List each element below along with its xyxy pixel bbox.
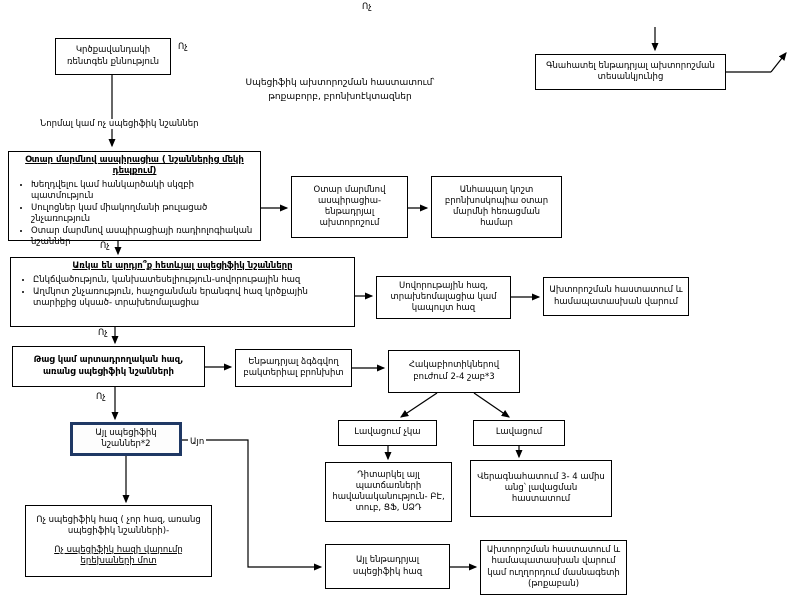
specific-signs-bullet-1: • Ընկճվածություն, կանխատեսելիություն-սովորութային հազ xyxy=(33,275,347,286)
node-evaluate-presumed-text: Գնահատել ենթադրյալ ախտորոշման տեսանկյունից xyxy=(546,60,715,82)
foreign-body-bullet-2: • Սուլոցներ կամ միակողմանի թուլացած շնչառություն xyxy=(31,203,253,225)
node-chest-xray-text: Կրծքավանդակի ռենտգեն քննություն xyxy=(67,45,159,67)
foreign-body-bullet-3: • Օտար մարմնով ասպիրացիայի ռադիոլոգիական նշաններ xyxy=(31,226,253,248)
node-no-improvement-text: Լավացում չկա xyxy=(354,427,421,438)
node-other-presumed-specific-cough-text: Այլ ենթադրյալ սպեցիֆիկ հազ xyxy=(352,555,423,577)
node-other-specific-signs xyxy=(70,422,182,456)
node-habit-cough xyxy=(376,276,511,319)
foreign-body-bullet-1: • Խեղդվելու կամ հանկարծակի սկզբի պատմություն xyxy=(31,180,253,202)
node-nonspecific-cough-line2: Ոչ սպեցիֆիկ հազի վարումը երեխաների մոտ xyxy=(54,545,183,567)
normal-signs-label: Նորմալ կամ ոչ սպեցիֆիկ նշաններ xyxy=(40,119,199,129)
yes-label-other: Այո xyxy=(190,437,205,447)
node-dx-management-text: Ախտորոշման հաստատում և համապատասխան վարում xyxy=(549,285,683,307)
node-specific-signs-title: Առկա են արդյո՞ք հետևյալ սպեցիֆիկ նշանները xyxy=(72,261,293,271)
node-antibiotic-treatment xyxy=(388,350,520,393)
node-improvement xyxy=(473,420,565,446)
node-dx-management xyxy=(543,277,689,316)
node-improvement-text: Լավացում xyxy=(495,427,543,438)
node-consider-other-causes xyxy=(325,462,452,522)
node-nonspecific-cough xyxy=(25,505,212,577)
node-other-presumed-specific-cough xyxy=(325,544,450,589)
node-reassessment xyxy=(470,460,612,517)
node-specific-signs-question xyxy=(10,257,355,327)
node-rigid-bronchoscopy xyxy=(431,176,562,238)
node-other-specific-signs-text: Այլ սպեցիֆիկ նշաններ*2 xyxy=(95,427,157,449)
node-dx-or-referral xyxy=(480,540,627,595)
node-evaluate-presumed xyxy=(535,54,726,90)
node-wet-cough-text: Թաց կամ արտադրողական հազ, առանց սպեցիֆիկ նշանների xyxy=(33,355,184,377)
node-fb-presumed-dx xyxy=(291,176,408,238)
node-foreign-body-bullets xyxy=(31,180,253,248)
node-dx-or-referral-text: Ախտորոշման հաստատում և համապատասխան վարում կամ ուղղորդում մասնագետի (թոքաբան) xyxy=(486,545,621,589)
node-antibiotic-treatment-text: Հակաբիոտիկներով բուժում 2-4 շաբ*3 xyxy=(408,360,500,382)
node-fb-presumed-dx-text: Օտար մարմնով ասպիրացիա- ենթադրյալ ախտորոշում xyxy=(313,184,386,229)
node-protracted-bronchitis xyxy=(235,349,352,387)
node-no-improvement xyxy=(338,420,437,446)
node-habit-cough-text: Սովորութային հազ, տրախեոմալացիա կամ կապույտ հազ xyxy=(390,280,497,314)
specific-dx-note xyxy=(240,77,440,104)
node-reassessment-text: Վերագնահատում 3- 4 ամիս անց՝ լավացման հաստատում xyxy=(477,471,605,505)
no-label-fb: Ոչ xyxy=(100,241,110,251)
node-foreign-body-title: Օտար մարմնով ասպիրացիա ( նշաններից մեկի դեպքում) xyxy=(25,155,244,177)
node-rigid-bronchoscopy-text: Անհապաղ կոշտ բրոնխոսկոպիա օտար մարմնի հեռացման համար xyxy=(444,184,549,229)
specific-dx-note-line1: Սպեցիֆիկ ախտորոշման հաստատում՝ xyxy=(245,78,435,88)
specific-signs-bullet-2: • Աղմկոտ շնչառություն, հաչոցանման երանգով հազ կրծքային տարիքից սկսած- տրախեոմալացիա xyxy=(33,287,347,309)
no-label-xray: Ոչ xyxy=(178,42,188,52)
node-wet-cough xyxy=(12,346,205,387)
node-chest-xray xyxy=(55,38,171,75)
no-label-specific: Ոչ xyxy=(98,328,108,338)
node-specific-signs-bullets xyxy=(33,275,347,309)
node-nonspecific-cough-line1: Ոչ սպեցիֆիկ հազ ( չոր հազ, առանց սպեցիֆիկ նշանների)- xyxy=(36,514,201,536)
specific-dx-note-line2: թոքաբորբ, բրոնխոէկտազներ xyxy=(268,91,412,102)
no-label-top: Ոչ xyxy=(362,2,372,12)
node-consider-other-causes-text: Դիտարկել այլ պատճառների հավանականություն- ԲԷ, տուբ, ՑՖ, ՍՁԴ xyxy=(332,469,445,514)
node-protracted-bronchitis-text: Ենթադրյալ ձգձգվող բակտերիալ բրոնխիտ xyxy=(243,356,344,378)
no-label-wet: Ոչ xyxy=(96,392,106,402)
